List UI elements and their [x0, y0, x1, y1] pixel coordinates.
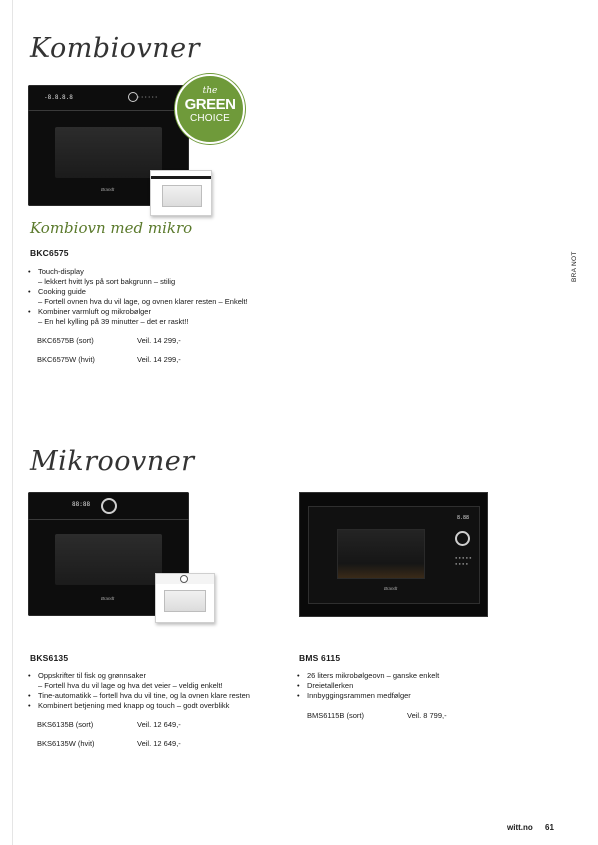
- price-code: BMS6115B (sort): [307, 711, 364, 720]
- price-code: BKS6135W (hvit): [37, 739, 95, 748]
- oven-door-window: [55, 127, 162, 178]
- badge-green: GREEN: [184, 96, 236, 113]
- oven-knob: [101, 498, 117, 514]
- oven-panel-divider: [28, 519, 189, 520]
- oven-brand-mark: Brandt: [101, 187, 115, 192]
- price-value: Veil. 14 299,-: [137, 355, 181, 364]
- price-value: Veil. 14 299,-: [137, 336, 181, 345]
- product-image-bks6135-white: [155, 573, 215, 623]
- oven-knob: [128, 92, 138, 102]
- microwave-keypad: ● ● ● ● ● ● ● ● ●: [455, 555, 472, 566]
- section-title-kombiovner: Kombiovner: [30, 33, 201, 64]
- product-model-bkc6575: BKC6575: [30, 248, 69, 258]
- microwave-brand-mark: Brandt: [384, 586, 398, 591]
- microwave-knob: [455, 531, 470, 546]
- price-value: Veil. 12 649,-: [137, 720, 181, 729]
- badge-choice: CHOICE: [189, 113, 231, 124]
- product-image-bms6115: [299, 492, 488, 617]
- feature-item: • Oppskrifter til fisk og grønnsaker – Fortell hva du vil lage og hva det veier – veldig enkelt!: [28, 671, 250, 691]
- feature-list-bks6135: [28, 671, 250, 711]
- product-model-bms6115: BMS 6115: [299, 653, 341, 663]
- section-subtitle: Kombiovn med mikro: [30, 219, 193, 237]
- microwave-window: [337, 529, 425, 579]
- side-label: BRA NOT: [571, 251, 578, 282]
- feature-item: • Cooking guide – Fortell ovnen hva du vil lage, og ovnen klarer resten – Enkelt!: [28, 287, 248, 307]
- feature-item: • Touch-display – lekkert hvitt lys på sort bakgrunn – stilig: [28, 267, 248, 287]
- oven-panel-divider: [28, 110, 189, 111]
- page-number: 61: [545, 823, 554, 832]
- feature-item: • Dreietallerken: [297, 681, 439, 691]
- product-model-bks6135: BKS6135: [30, 653, 69, 663]
- green-choice-badge: [175, 74, 245, 144]
- price-row: [37, 355, 181, 364]
- feature-item: • 26 liters mikrobølgeovn – ganske enkelt: [297, 671, 439, 681]
- footer-site: witt.no: [507, 823, 533, 832]
- feature-item: • Kombiner varmluft og mikrobølger – En hel kylling på 39 minutter – det er raskt!!: [28, 307, 248, 327]
- feature-item: • Tine-automatikk – fortell hva du vil tine, og la ovnen klare resten: [28, 691, 250, 701]
- product-image-bkc6575-white: [150, 170, 212, 216]
- price-code: BKS6135B (sort): [37, 720, 94, 729]
- price-row: [37, 336, 181, 345]
- feature-item: • Innbyggingsrammen medfølger: [297, 691, 439, 701]
- feature-item: • Kombinert betjening med knapp og touch – godt overblikk: [28, 701, 250, 711]
- white-oven-window: [164, 590, 206, 612]
- oven-brand-mark: Brandt: [101, 596, 115, 601]
- feature-list-bkc6575: [28, 267, 248, 327]
- badge-the: the: [202, 86, 218, 96]
- price-code: BKC6575W (hvit): [37, 355, 95, 364]
- price-row: [37, 720, 181, 729]
- oven-door-window: [55, 534, 162, 585]
- price-row: [307, 711, 447, 720]
- price-code: BKC6575B (sort): [37, 336, 94, 345]
- white-oven-display-bar: [151, 176, 211, 179]
- price-value: Veil. 8 799,-: [407, 711, 447, 720]
- page-margin-rule: [12, 0, 13, 845]
- oven-display: -8.8.8.8: [44, 94, 73, 101]
- feature-list-bms6115: [297, 671, 439, 701]
- microwave-display: 8.88: [457, 515, 470, 521]
- oven-display: 88:88: [72, 501, 91, 508]
- section-title-mikroovner: Mikroovner: [30, 446, 195, 477]
- price-row: [37, 739, 181, 748]
- white-oven-window: [162, 185, 202, 207]
- price-value: Veil. 12 649,-: [137, 739, 181, 748]
- white-oven-knob: [180, 575, 188, 583]
- oven-touch-buttons: • • • • • •: [138, 94, 158, 99]
